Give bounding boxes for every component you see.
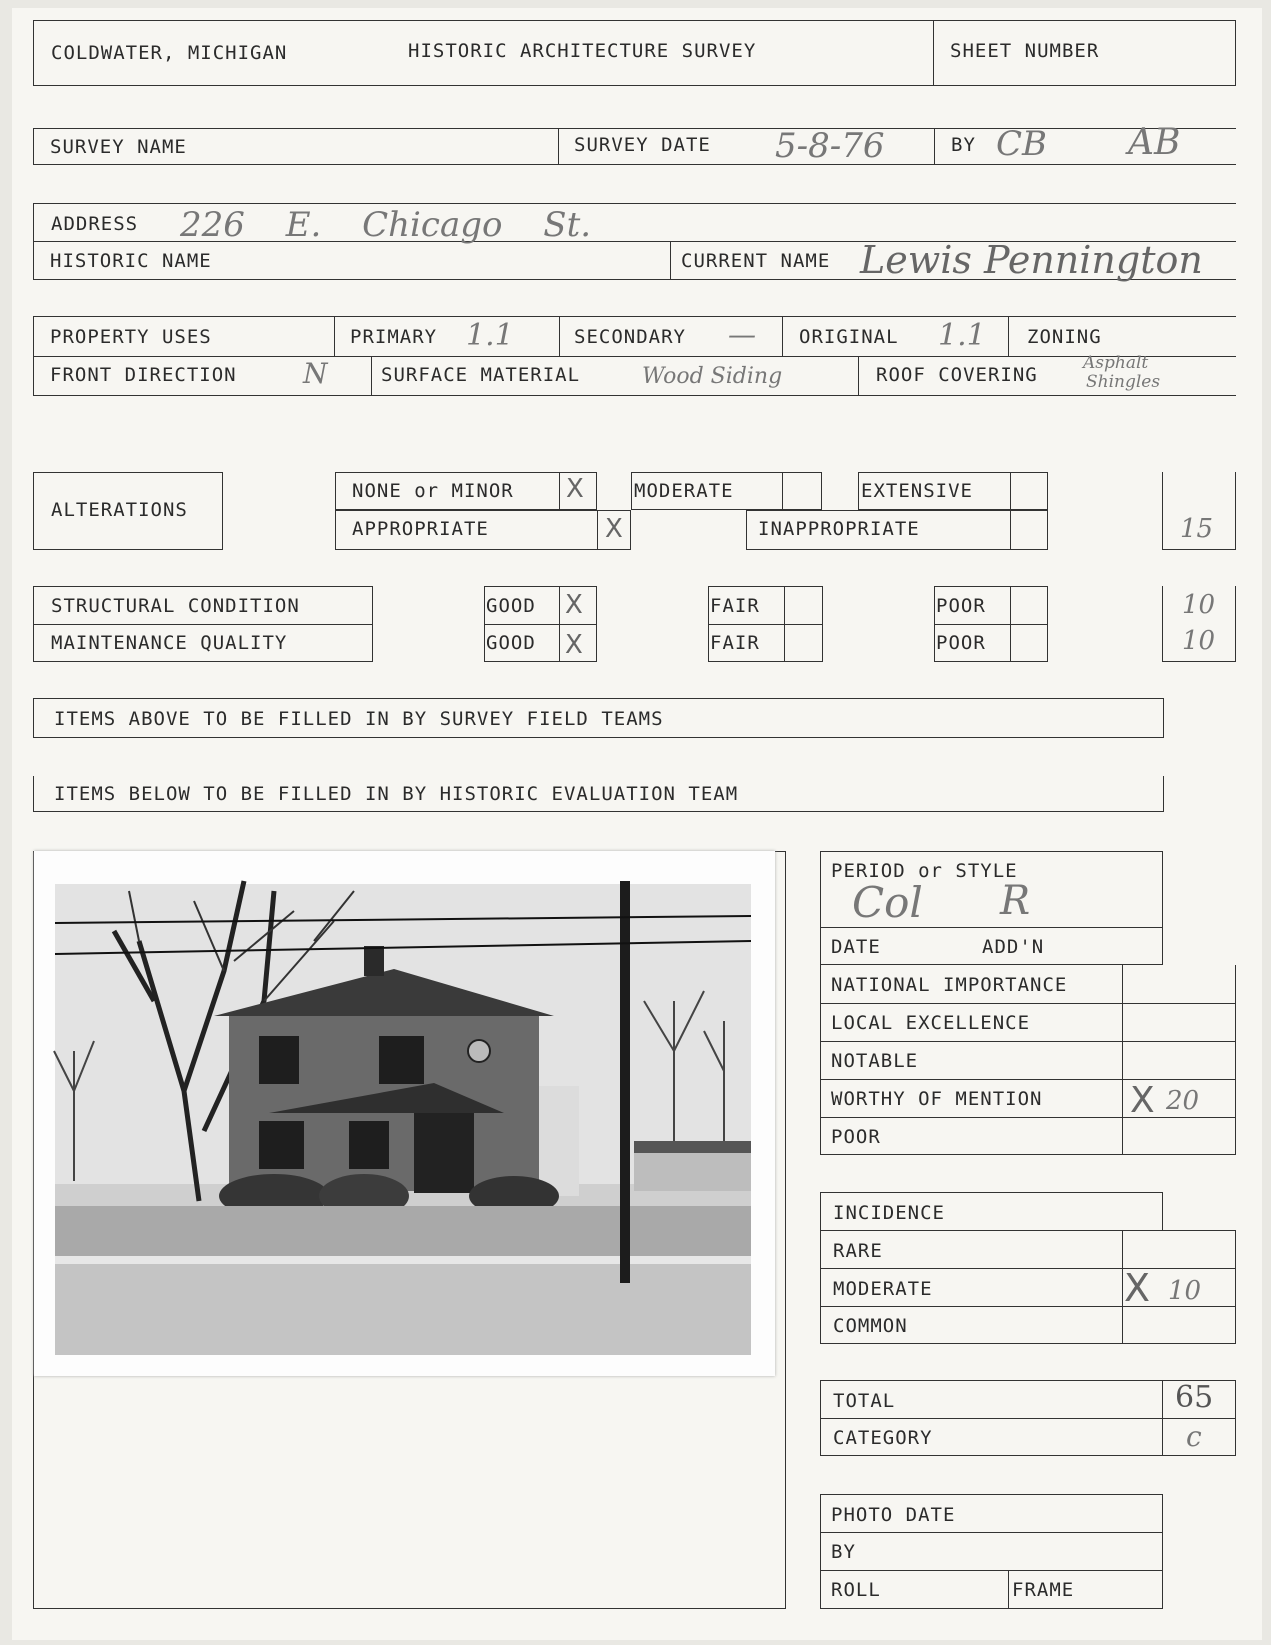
photo-by-label: BY: [831, 1541, 856, 1563]
survey-by-label: BY: [951, 134, 976, 156]
front-direction-label: FRONT DIRECTION: [50, 364, 237, 386]
appropriate-label: APPROPRIATE: [352, 518, 489, 540]
worthy-of-mention-label: WORTHY OF MENTION: [831, 1088, 1043, 1110]
moderate-checkbox-line: [782, 472, 783, 510]
maintenance-score: 10: [1182, 626, 1216, 656]
worthy-score: 20: [1166, 1086, 1200, 1116]
note-below: ITEMS BELOW TO BE FILLED IN BY HISTORIC EVALUATION TEAM: [54, 783, 739, 805]
total-value: 65: [1175, 1380, 1214, 1415]
incidence-label: INCIDENCE: [833, 1202, 945, 1224]
eval-date-label: DATE: [831, 936, 881, 958]
photo-info-line-1: [820, 1532, 1163, 1533]
period-value-2: R: [1000, 878, 1031, 924]
incidence-moderate-score: 10: [1168, 1276, 1202, 1306]
original-label: ORIGINAL: [799, 326, 899, 348]
importance-line-3: [820, 1079, 1236, 1080]
poor-row-line: [934, 624, 1048, 625]
eval-poor-label: POOR: [831, 1126, 881, 1148]
importance-line-4: [820, 1117, 1236, 1118]
secondary-value: —: [728, 318, 756, 351]
note-above-left: [33, 698, 34, 738]
incidence-moderate-label: MODERATE: [833, 1278, 933, 1300]
maintenance-poor-label: POOR: [936, 632, 986, 654]
rare-label: RARE: [833, 1240, 883, 1262]
header-divider: [933, 20, 934, 86]
frame-label: FRAME: [1012, 1579, 1075, 1601]
photo-info-line-2: [820, 1570, 1163, 1571]
incidence-line-2: [820, 1306, 1236, 1307]
property-div-5: [371, 356, 372, 396]
maintenance-fair-label: FAIR: [710, 632, 760, 654]
address-label: ADDRESS: [51, 213, 139, 235]
common-label: COMMON: [833, 1315, 908, 1337]
structural-good-mark: X: [565, 590, 583, 620]
original-value: 1.1: [938, 318, 986, 353]
survey-divider-2: [934, 128, 935, 165]
importance-line-1: [820, 1003, 1236, 1004]
property-div-6: [858, 356, 859, 396]
none-minor-label: NONE or MINOR: [352, 480, 514, 502]
survey-by-value: CB: [996, 124, 1047, 164]
maintenance-quality-label: MAINTENANCE QUALITY: [51, 632, 288, 654]
property-div-3: [782, 316, 783, 356]
structural-condition-label: STRUCTURAL CONDITION: [51, 595, 300, 617]
good-checkbox-line: [559, 586, 560, 662]
primary-label: PRIMARY: [350, 326, 438, 348]
surface-material-label: SURFACE MATERIAL: [381, 364, 581, 386]
totals-line: [820, 1418, 1236, 1419]
appropriate-mark: X: [605, 514, 623, 544]
importance-score-col: [1122, 965, 1123, 1155]
identity-divider: [670, 241, 671, 280]
current-name-value: Lewis Pennington: [860, 238, 1203, 282]
notable-label: NOTABLE: [831, 1050, 919, 1072]
structural-fair-label: FAIR: [710, 595, 760, 617]
property-div-4: [1008, 316, 1009, 356]
surface-material-value: Wood Siding: [642, 364, 783, 389]
good-row-line: [484, 624, 597, 625]
photo-date-label: PHOTO DATE: [831, 1504, 956, 1526]
poor-checkbox-line: [1010, 586, 1011, 662]
survey-name-label: SURVEY NAME: [50, 136, 187, 158]
roof-covering-value-1: Asphalt: [1083, 353, 1149, 373]
inappropriate-label: INAPPROPRIATE: [758, 518, 920, 540]
appropriate-checkbox-line: [597, 510, 598, 550]
survey-divider-1: [558, 128, 559, 165]
category-value: c: [1186, 1420, 1202, 1453]
local-excellence-label: LOCAL EXCELLENCE: [831, 1012, 1031, 1034]
sheet-number-label: SHEET NUMBER: [950, 40, 1100, 62]
note-above: ITEMS ABOVE TO BE FILLED IN BY SURVEY FIELD TEAMS: [54, 708, 664, 730]
property-row-line: [33, 356, 1236, 357]
total-label: TOTAL: [833, 1390, 896, 1412]
roll-label: ROLL: [831, 1579, 881, 1601]
incidence-line-1: [820, 1268, 1236, 1269]
property-uses-label: PROPERTY USES: [50, 326, 212, 348]
fair-row-line: [708, 624, 823, 625]
worthy-mark: X: [1130, 1080, 1155, 1121]
none-minor-checkbox-line: [559, 472, 560, 510]
category-label: CATEGORY: [833, 1427, 933, 1449]
extensive-checkbox-line: [1010, 472, 1011, 510]
moderate-label: MODERATE: [634, 480, 734, 502]
structural-good-label: GOOD: [486, 595, 536, 617]
national-importance-label: NATIONAL IMPORTANCE: [831, 974, 1068, 996]
structural-score: 10: [1182, 590, 1216, 620]
survey-initials: AB: [1128, 122, 1181, 163]
secondary-label: SECONDARY: [574, 326, 686, 348]
alterations-score: 15: [1180, 514, 1214, 544]
primary-value: 1.1: [466, 318, 514, 353]
house-photo-frame: [34, 851, 775, 1376]
period-value-1: Col: [852, 878, 923, 927]
importance-line-2: [820, 1041, 1236, 1042]
current-name-label: CURRENT NAME: [681, 250, 831, 272]
property-div-2: [559, 316, 560, 356]
incidence-moderate-mark: X: [1124, 1266, 1151, 1310]
extensive-label: EXTENSIVE: [861, 480, 973, 502]
house-photo: [34, 851, 775, 1376]
fair-checkbox-line: [784, 586, 785, 662]
roof-covering-value-2: Shingles: [1086, 372, 1161, 392]
property-div-1: [334, 316, 335, 356]
eval-addn-label: ADD'N: [982, 936, 1045, 958]
maintenance-good-label: GOOD: [486, 632, 536, 654]
front-direction-value: N: [303, 357, 328, 390]
survey-date-label: SURVEY DATE: [574, 134, 711, 156]
structural-poor-label: POOR: [936, 595, 986, 617]
alterations-label: ALTERATIONS: [51, 499, 188, 521]
none-minor-mark: X: [566, 474, 584, 504]
condition-row-line: [33, 624, 373, 625]
period-label: PERIOD or STYLE: [831, 860, 1018, 882]
maintenance-good-mark: X: [565, 630, 583, 660]
zoning-label: ZONING: [1027, 326, 1102, 348]
incidence-score-col: [1122, 1230, 1123, 1344]
historic-name-label: HISTORIC NAME: [50, 250, 212, 272]
photo-info-divider: [1008, 1570, 1009, 1609]
header-city: COLDWATER, MICHIGAN: [51, 42, 288, 64]
address-value: 226 E. Chicago St.: [180, 205, 592, 245]
inappropriate-checkbox-line: [1010, 510, 1011, 550]
header-title: HISTORIC ARCHITECTURE SURVEY: [408, 40, 757, 62]
survey-date-value: 5-8-76: [775, 126, 885, 166]
roof-covering-label: ROOF COVERING: [876, 364, 1038, 386]
